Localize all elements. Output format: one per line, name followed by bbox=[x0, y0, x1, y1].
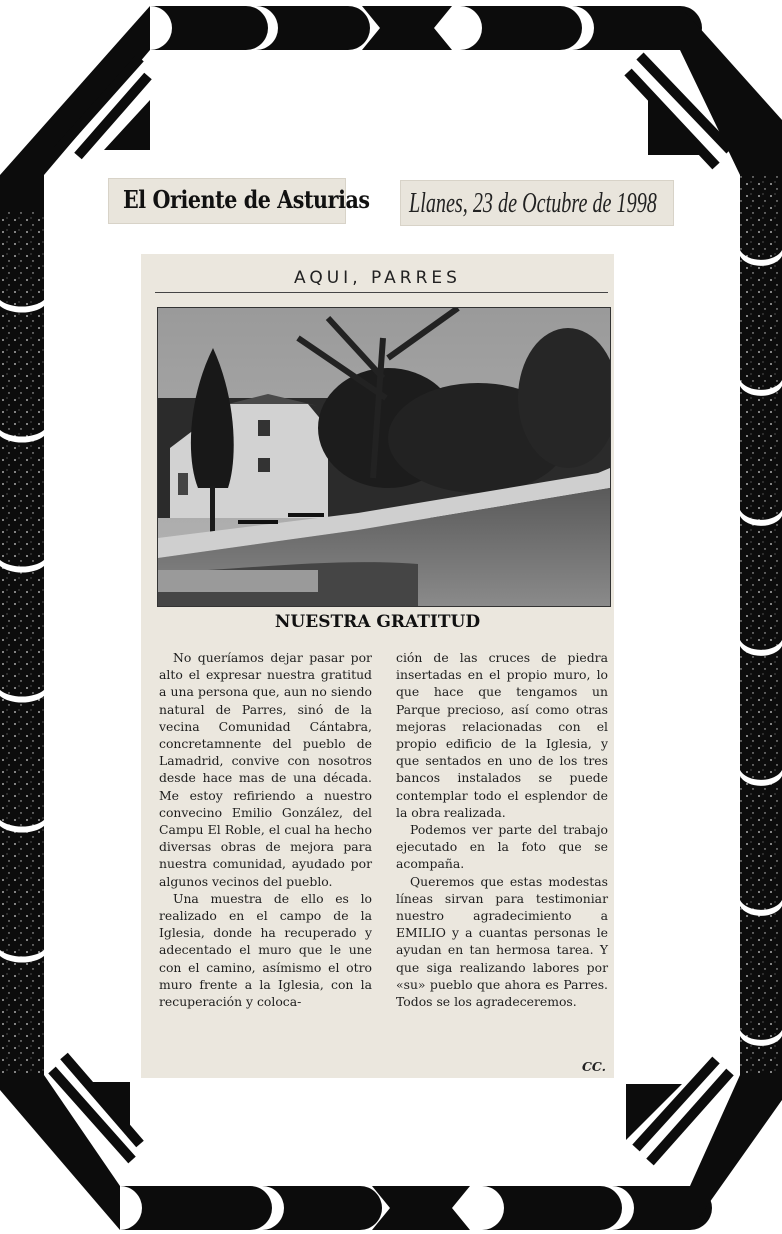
frame-bottom-segment bbox=[372, 1186, 470, 1230]
article-photo bbox=[157, 307, 611, 607]
frame-bottom-segment bbox=[482, 1186, 622, 1230]
frame-top-segment bbox=[362, 6, 452, 50]
paragraph: No queríamos dejar pasar por alto el expresar nuestra gratitud a una persona que, aun no siendo natural de Parres, sinó de la vecina Comunidad Cántabra, concretamnente del pueblo de Lamadrid, convive con nosotros desde hace mas de una década. Me estoy refiriendo a nuestro convecino Emilio González, del Campu El Roble, el cual ha hecho diversas obras de mejora para nuestra comunidad, ayudado por algunos vecinos del pueblo. bbox=[159, 650, 372, 889]
frame-top-segment bbox=[256, 6, 370, 50]
dateline-clipping bbox=[400, 180, 674, 226]
frame-bottom-segment bbox=[120, 1186, 272, 1230]
newspaper-name: El Oriente de Asturias bbox=[123, 185, 370, 214]
paragraph: Podemos ver parte del trabajo ejecutado en la foto que se acompaña. bbox=[396, 822, 608, 872]
frame-corner-bottom-left bbox=[0, 1056, 140, 1230]
paragraph: Queremos que estas modestas líneas sirvan para testimoniar nuestro agradecimiento a EMILIO y a cuantas personas le ayudan en tan hermosa tarea. Y que siga realizando labores por «su» pueblo que ahora es Parres. Todos se los agradeceremos. bbox=[396, 873, 608, 1010]
article-headline: NUESTRA GRATITUD bbox=[274, 612, 481, 632]
masthead-clipping bbox=[108, 178, 370, 224]
frame-top-segment bbox=[460, 6, 582, 50]
article-column-2 bbox=[396, 649, 608, 1010]
frame-top-segment bbox=[150, 6, 268, 50]
article-clipping bbox=[141, 254, 614, 1078]
article-column-1 bbox=[159, 649, 372, 1010]
paragraph: ción de las cruces de piedra insertadas en el propio muro, lo que hace que tengamos un Parque precioso, así como otras mejoras relacionadas con el propio edificio de la Iglesia, y que sentados en uno de los tres bancos instalados se puede contemplar todo el esplendor de la obra realizada. bbox=[396, 650, 608, 820]
frame-bottom-segment bbox=[262, 1186, 382, 1230]
dateline: Llanes, 23 de Octubre de 1998 bbox=[409, 188, 657, 219]
paragraph: Una muestra de ello es lo realizado en el campo de la Iglesia, donde ha recuperado y adecentado el muro que le une con el camino, asímismo el otro muro frente a la Iglesia, con la recuperación y coloca- bbox=[159, 890, 372, 1010]
section-rule bbox=[155, 292, 608, 293]
section-title: AQUI, PARRES bbox=[294, 268, 461, 288]
author-signature: CC. bbox=[581, 1059, 606, 1074]
